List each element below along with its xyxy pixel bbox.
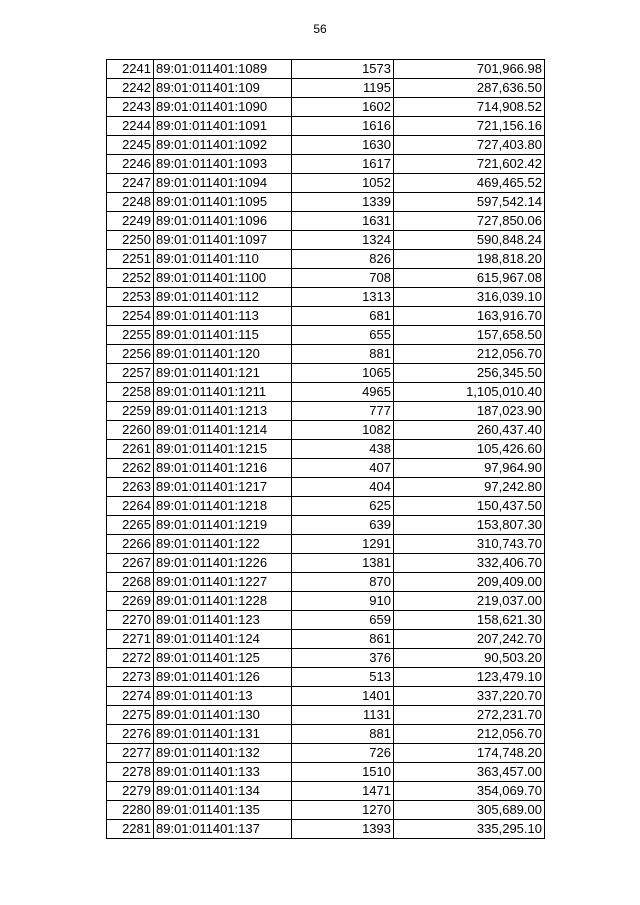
value-cell: 212,056.70 [394,725,545,744]
area-cell: 625 [292,497,394,516]
area-cell: 1393 [292,820,394,839]
cadastral-number-cell: 89:01:011401:1216 [154,459,292,478]
value-cell: 209,409.00 [394,573,545,592]
row-number-cell: 2246 [107,155,154,174]
table-row [107,117,545,136]
row-number-cell: 2258 [107,383,154,402]
area-cell: 1065 [292,364,394,383]
value-cell: 310,743.70 [394,535,545,554]
table-row [107,326,545,345]
value-cell: 332,406.70 [394,554,545,573]
area-cell: 1195 [292,79,394,98]
row-number-cell: 2254 [107,307,154,326]
table-row [107,801,545,820]
row-number-cell: 2249 [107,212,154,231]
row-number-cell: 2242 [107,79,154,98]
row-number-cell: 2271 [107,630,154,649]
row-number-cell: 2265 [107,516,154,535]
cadastral-number-cell: 89:01:011401:134 [154,782,292,801]
cadastral-number-cell: 89:01:011401:130 [154,706,292,725]
cadastral-number-cell: 89:01:011401:1097 [154,231,292,250]
area-cell: 513 [292,668,394,687]
cadastral-number-cell: 89:01:011401:1219 [154,516,292,535]
area-cell: 1573 [292,60,394,79]
value-cell: 105,426.60 [394,440,545,459]
cadastral-number-cell: 89:01:011401:120 [154,345,292,364]
value-cell: 316,039.10 [394,288,545,307]
area-cell: 1616 [292,117,394,136]
cadastral-number-cell: 89:01:011401:125 [154,649,292,668]
table-row [107,763,545,782]
value-cell: 198,818.20 [394,250,545,269]
table-row [107,98,545,117]
area-cell: 726 [292,744,394,763]
area-cell: 1401 [292,687,394,706]
row-number-cell: 2268 [107,573,154,592]
table-row [107,592,545,611]
row-number-cell: 2257 [107,364,154,383]
table-row [107,630,545,649]
area-cell: 639 [292,516,394,535]
value-cell: 158,621.30 [394,611,545,630]
area-cell: 1631 [292,212,394,231]
value-cell: 335,295.10 [394,820,545,839]
cadastral-number-cell: 89:01:011401:137 [154,820,292,839]
area-cell: 1471 [292,782,394,801]
table-row [107,440,545,459]
row-number-cell: 2280 [107,801,154,820]
value-cell: 187,023.90 [394,402,545,421]
row-number-cell: 2256 [107,345,154,364]
cadastral-number-cell: 89:01:011401:1090 [154,98,292,117]
parcel-table [106,59,545,839]
table-row [107,573,545,592]
page-number: 56 [313,22,327,36]
table-row [107,364,545,383]
row-number-cell: 2272 [107,649,154,668]
table-row [107,782,545,801]
row-number-cell: 2261 [107,440,154,459]
value-cell: 287,636.50 [394,79,545,98]
parcel-table-body [107,60,545,839]
value-cell: 1,105,010.40 [394,383,545,402]
row-number-cell: 2260 [107,421,154,440]
area-cell: 881 [292,345,394,364]
cadastral-number-cell: 89:01:011401:1091 [154,117,292,136]
area-cell: 881 [292,725,394,744]
table-row [107,402,545,421]
row-number-cell: 2270 [107,611,154,630]
row-number-cell: 2253 [107,288,154,307]
table-row [107,79,545,98]
cadastral-number-cell: 89:01:011401:124 [154,630,292,649]
row-number-cell: 2262 [107,459,154,478]
table-row [107,250,545,269]
value-cell: 363,457.00 [394,763,545,782]
value-cell: 727,403.80 [394,136,545,155]
cadastral-number-cell: 89:01:011401:1213 [154,402,292,421]
row-number-cell: 2276 [107,725,154,744]
value-cell: 157,658.50 [394,326,545,345]
cadastral-number-cell: 89:01:011401:13 [154,687,292,706]
row-number-cell: 2279 [107,782,154,801]
value-cell: 721,602.42 [394,155,545,174]
table-row [107,307,545,326]
cadastral-number-cell: 89:01:011401:1227 [154,573,292,592]
table-row [107,516,545,535]
value-cell: 305,689.00 [394,801,545,820]
area-cell: 1052 [292,174,394,193]
cadastral-number-cell: 89:01:011401:121 [154,364,292,383]
area-cell: 1324 [292,231,394,250]
cadastral-number-cell: 89:01:011401:113 [154,307,292,326]
cadastral-number-cell: 89:01:011401:133 [154,763,292,782]
table-row [107,497,545,516]
area-cell: 910 [292,592,394,611]
row-number-cell: 2281 [107,820,154,839]
area-cell: 438 [292,440,394,459]
area-cell: 4965 [292,383,394,402]
area-cell: 708 [292,269,394,288]
table-row [107,421,545,440]
row-number-cell: 2273 [107,668,154,687]
area-cell: 1630 [292,136,394,155]
value-cell: 212,056.70 [394,345,545,364]
table-row [107,174,545,193]
area-cell: 1381 [292,554,394,573]
table-row [107,687,545,706]
table-row [107,649,545,668]
row-number-cell: 2278 [107,763,154,782]
table-row [107,345,545,364]
area-cell: 1339 [292,193,394,212]
table-row [107,288,545,307]
cadastral-number-cell: 89:01:011401:1228 [154,592,292,611]
value-cell: 590,848.24 [394,231,545,250]
row-number-cell: 2245 [107,136,154,155]
area-cell: 861 [292,630,394,649]
cadastral-number-cell: 89:01:011401:1093 [154,155,292,174]
cadastral-number-cell: 89:01:011401:1089 [154,60,292,79]
area-cell: 1270 [292,801,394,820]
area-cell: 826 [292,250,394,269]
cadastral-number-cell: 89:01:011401:1100 [154,269,292,288]
table-row [107,231,545,250]
value-cell: 354,069.70 [394,782,545,801]
cadastral-number-cell: 89:01:011401:122 [154,535,292,554]
area-cell: 1617 [292,155,394,174]
area-cell: 1082 [292,421,394,440]
cadastral-number-cell: 89:01:011401:1217 [154,478,292,497]
row-number-cell: 2244 [107,117,154,136]
cadastral-number-cell: 89:01:011401:115 [154,326,292,345]
value-cell: 727,850.06 [394,212,545,231]
cadastral-number-cell: 89:01:011401:1214 [154,421,292,440]
value-cell: 260,437.40 [394,421,545,440]
row-number-cell: 2259 [107,402,154,421]
area-cell: 659 [292,611,394,630]
row-number-cell: 2252 [107,269,154,288]
cadastral-number-cell: 89:01:011401:135 [154,801,292,820]
row-number-cell: 2251 [107,250,154,269]
area-cell: 870 [292,573,394,592]
cadastral-number-cell: 89:01:011401:1218 [154,497,292,516]
area-cell: 681 [292,307,394,326]
row-number-cell: 2269 [107,592,154,611]
table-row [107,554,545,573]
area-cell: 1602 [292,98,394,117]
table-row [107,459,545,478]
area-cell: 1510 [292,763,394,782]
table-row [107,383,545,402]
table-row [107,535,545,554]
value-cell: 163,916.70 [394,307,545,326]
cadastral-number-cell: 89:01:011401:131 [154,725,292,744]
cadastral-number-cell: 89:01:011401:109 [154,79,292,98]
table-row [107,193,545,212]
cadastral-number-cell: 89:01:011401:132 [154,744,292,763]
value-cell: 469,465.52 [394,174,545,193]
value-cell: 97,242.80 [394,478,545,497]
cadastral-number-cell: 89:01:011401:1211 [154,383,292,402]
table-row [107,155,545,174]
cadastral-number-cell: 89:01:011401:112 [154,288,292,307]
row-number-cell: 2248 [107,193,154,212]
table-row [107,269,545,288]
row-number-cell: 2241 [107,60,154,79]
value-cell: 153,807.30 [394,516,545,535]
value-cell: 615,967.08 [394,269,545,288]
value-cell: 721,156.16 [394,117,545,136]
area-cell: 407 [292,459,394,478]
value-cell: 272,231.70 [394,706,545,725]
area-cell: 1291 [292,535,394,554]
area-cell: 655 [292,326,394,345]
value-cell: 90,503.20 [394,649,545,668]
row-number-cell: 2274 [107,687,154,706]
value-cell: 597,542.14 [394,193,545,212]
cadastral-number-cell: 89:01:011401:1215 [154,440,292,459]
value-cell: 701,966.98 [394,60,545,79]
area-cell: 376 [292,649,394,668]
value-cell: 150,437.50 [394,497,545,516]
table-row [107,725,545,744]
cadastral-number-cell: 89:01:011401:1226 [154,554,292,573]
value-cell: 714,908.52 [394,98,545,117]
row-number-cell: 2277 [107,744,154,763]
row-number-cell: 2247 [107,174,154,193]
value-cell: 174,748.20 [394,744,545,763]
cadastral-number-cell: 89:01:011401:123 [154,611,292,630]
area-cell: 1313 [292,288,394,307]
value-cell: 337,220.70 [394,687,545,706]
row-number-cell: 2263 [107,478,154,497]
table-row [107,668,545,687]
table-row [107,706,545,725]
cadastral-number-cell: 89:01:011401:1096 [154,212,292,231]
row-number-cell: 2264 [107,497,154,516]
value-cell: 97,964.90 [394,459,545,478]
cadastral-number-cell: 89:01:011401:110 [154,250,292,269]
cadastral-number-cell: 89:01:011401:1094 [154,174,292,193]
cadastral-number-cell: 89:01:011401:1095 [154,193,292,212]
table-row [107,478,545,497]
table-row [107,611,545,630]
row-number-cell: 2243 [107,98,154,117]
value-cell: 256,345.50 [394,364,545,383]
table-row [107,136,545,155]
table-row [107,60,545,79]
table-row [107,820,545,839]
value-cell: 123,479.10 [394,668,545,687]
area-cell: 404 [292,478,394,497]
cadastral-number-cell: 89:01:011401:126 [154,668,292,687]
cadastral-number-cell: 89:01:011401:1092 [154,136,292,155]
row-number-cell: 2275 [107,706,154,725]
table-row [107,744,545,763]
area-cell: 777 [292,402,394,421]
value-cell: 207,242.70 [394,630,545,649]
row-number-cell: 2266 [107,535,154,554]
table-row [107,212,545,231]
row-number-cell: 2255 [107,326,154,345]
row-number-cell: 2250 [107,231,154,250]
row-number-cell: 2267 [107,554,154,573]
value-cell: 219,037.00 [394,592,545,611]
area-cell: 1131 [292,706,394,725]
